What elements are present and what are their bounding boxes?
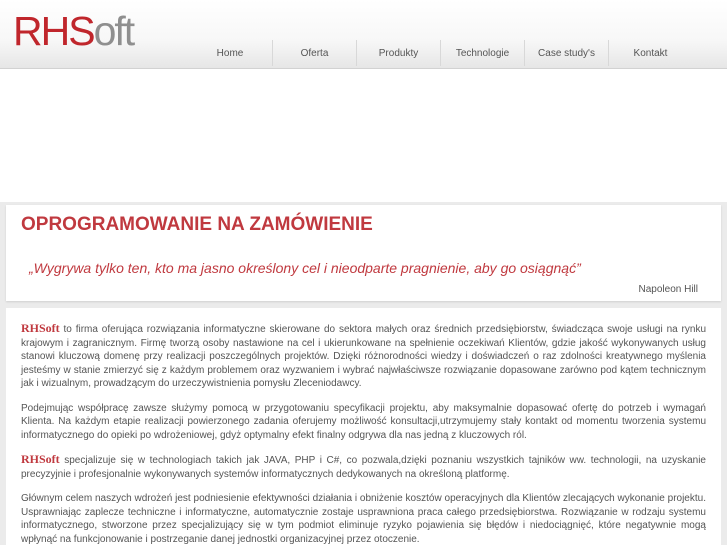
content-paragraph-4: Głównym celem naszych wdrożeń jest podniesienie efektywności działania i obniżenie kosztów operacyjnych dla Klientów zlecających wykonanie projektu. Usprawniając zaplecze techniczne i informatyczne, automatycznie zostaje usprawniona praca całego przedsiębiorstwa. Rozwiązanie w rodzaju systemu informatycznego, stworzone przez specjalizujący się w tym podmiot eliminuje ryzyko pojawienia się błędów i niedociągnięć, które negatywnie mogą wpłynąć na funkcjonowanie i postrzeganie danej jednostki organizacyjnej przez otoczenie.: [21, 493, 706, 545]
main-nav: [188, 40, 727, 66]
logo-text-primary: RHS: [13, 8, 94, 54]
nav-item-case-study[interactable]: Case study's: [524, 40, 608, 66]
nav-item-technologie[interactable]: Technologie: [440, 40, 524, 66]
content-paragraph-2: Podejmując współpracę zawsze służymy pomocą w przygotowaniu specyfikacji projektu, aby maksymalnie dopasować ofertę do potrzeb i wymagań Klienta. Na każdym etapie realizacji powierzonego zadania oferujemy możliwość konsultacji,utrzymujemy stały kontakt od momentu tworzenia systemu informatycznego do opieki po wdrożeniowej, gdyż optymalny efekt finalny odgrywa dla nas jedną z kluczowych ról.: [21, 402, 706, 441]
brand-name: RHSoft: [21, 452, 60, 466]
banner-area: [0, 69, 727, 202]
nav-item-oferta[interactable]: Oferta: [272, 40, 356, 66]
nav-item-home[interactable]: Home: [216, 47, 244, 59]
page-heading-box: [6, 205, 721, 301]
content-paragraph-1: [6, 322, 721, 391]
nav-item-produkty[interactable]: Produkty: [356, 40, 440, 66]
site-header: [0, 0, 727, 69]
logo-text-secondary: oft: [93, 8, 134, 54]
nav-item-kontakt[interactable]: Kontakt: [608, 40, 692, 66]
paragraph-text: specjalizuje się w technologiach takich jak JAVA, PHP i C#, co pozwala,dzięki poznaniu wszystkich tajników ww. technologii, na uzyskanie precyzyjnie i profesjonalnie wykonywanych systemów informatycznych dedykowanych na określoną platformę.: [21, 455, 706, 480]
content-paragraph-3: [6, 453, 721, 481]
brand-name: RHSoft: [21, 321, 60, 335]
paragraph-text: to firma oferująca rozwiązania informatyczne skierowane do sektora małych oraz średnich przedsiębiorstw, świadcząca swoje usługi na rynku krajowym i zagranicznym. Firmę tworzą osoby nastawione na cel i ukierunkowane na spełnienie oczekiwań Klientów, gdzie jakość wykonywanych usług stanowi kluczową domenę przy realizacji poszczególnych projektów. Dzięki różnorodności wiedzy i doświadczeń o raz zdolności kreatywnego myślenia jesteśmy w stanie zmierzyć się z każdym problemem oraz wyzwaniem i wybrać najwłaściwsze rozwiązanie dopasowane zarówno pod kątem technicznym jak i wizualnym, prowadzącym do urzeczywistnienia pomysłu Zleceniodawcy.: [21, 324, 706, 389]
site-logo[interactable]: [13, 8, 133, 54]
quote-author: Napoleon Hill: [638, 284, 698, 295]
quote-text: „Wygrywa tylko ten, kto ma jasno określony cel i nieodparte pragnienie, aby go osiągnąć”: [29, 260, 581, 276]
content-box: [6, 308, 721, 545]
page-title: OPROGRAMOWANIE NA ZAMÓWIENIE: [21, 214, 373, 235]
